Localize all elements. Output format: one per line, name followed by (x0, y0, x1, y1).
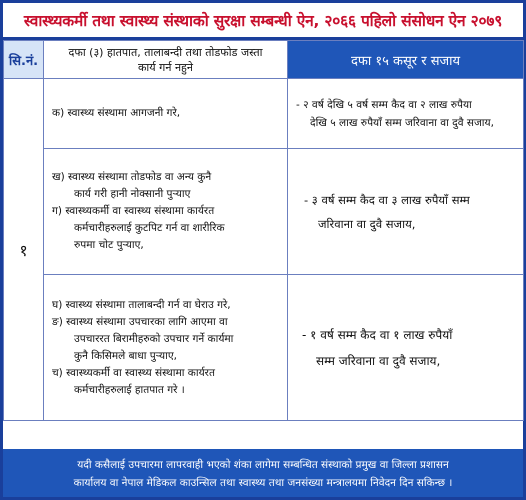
penalty-line: - १ वर्ष सम्म कैद वा १ लाख रुपैयाँ (302, 327, 453, 342)
offence-cell (44, 275, 288, 421)
offence-cell (44, 149, 288, 275)
header-offence-penalty: दफा १५ कसूर र सजाय (288, 41, 524, 79)
penalty-line: सम्म जरिवाना वा दुवै सजाय, (316, 353, 441, 368)
offence-line: कार्य गरी हानी नोक्सानी पुऱ्याए (74, 188, 191, 200)
offence-line: ग) स्वास्थ्यकर्मी वा स्वास्थ्य संस्थामा कार्यरत (52, 205, 215, 217)
penalty-line: जरिवाना वा दुवै सजाय, (318, 216, 416, 231)
offence-line: रुपमा चोट पुऱ्याए, (74, 239, 144, 251)
table-row (4, 275, 524, 421)
penalty-line: देखि ५ लाख रुपैयाँ सम्म जरिवाना वा दुवै सजाय, (310, 116, 494, 129)
penalty-cell (288, 275, 524, 421)
header-prohibited-acts-line: कार्य गर्न नहुने (137, 60, 194, 74)
penalty-cell (288, 149, 524, 275)
offence-line: च) स्वास्थ्यकर्मी वा स्वास्थ्य संस्थामा कार्यरत (52, 366, 215, 379)
offence-line: घ) स्वास्थ्य संस्थामा तालाबन्दी गर्न वा घेराउ गरे, (52, 298, 231, 311)
table-header-row (4, 41, 524, 79)
offence-cell (44, 79, 288, 149)
penalty-line: - ३ वर्ष सम्म कैद वा ३ लाख रुपैयाँ सम्म (304, 192, 470, 207)
offence-line: कर्मचारीहरुलाई हातपात गरे । (74, 383, 185, 396)
table-row (4, 149, 524, 275)
penalty-line: - २ वर्ष देखि ५ वर्ष सम्म कैद वा २ लाख रुपैया (296, 98, 472, 111)
penalty-table (3, 40, 524, 421)
footer-line: यदी कसैलाई उपचारमा लापरवाही भएको शंका लागेमा सम्बन्धित संस्थाको प्रमुख वा जिल्ला प्रशासन (77, 459, 449, 471)
table-row (4, 79, 524, 149)
offence-line: कुनै किसिमले बाधा पुऱ्याए, (74, 349, 177, 362)
penalty-cell (288, 79, 524, 149)
offence-line: ख) स्वास्थ्य संस्थामा तोडफोड वा अन्य कुनै (52, 171, 212, 183)
page-title: स्वास्थ्यकर्मी तथा स्वास्थ्य संस्थाको सुरक्षा सम्बन्धी ऐन, २०६६ पहिलो संसोधन ऐन २०७९ (23, 12, 503, 30)
footer-line: कार्यालय वा नेपाल मेडिकल काउन्सिल तथा स्वास्थ्य तथा जनसंख्या मन्त्रालयमा निवेदन दिन सकिन्छ । (73, 477, 453, 489)
header-serial-number: सि.नं. (4, 41, 44, 79)
header-prohibited-acts-line: दफा (३) हातपात, तालाबन्दी तथा तोडफोड जस्ता (68, 45, 263, 59)
offence-line: क) स्वास्थ्य संस्थामा आगजनी गरे, (52, 107, 181, 119)
offence-line: ङ) स्वास्थ्य संस्थामा उपचारका लागि आएमा वा (52, 315, 228, 328)
footer-notice (3, 449, 523, 497)
serial-number-cell: १ (4, 79, 44, 421)
header-prohibited-acts (44, 41, 288, 79)
offence-line: उपचाररत बिरामीहरुको उपचार गर्ने कार्यमा (74, 332, 234, 345)
offence-line: कर्मचारीहरुलाई कुटपिट गर्न वा शारीरिक (74, 222, 225, 234)
